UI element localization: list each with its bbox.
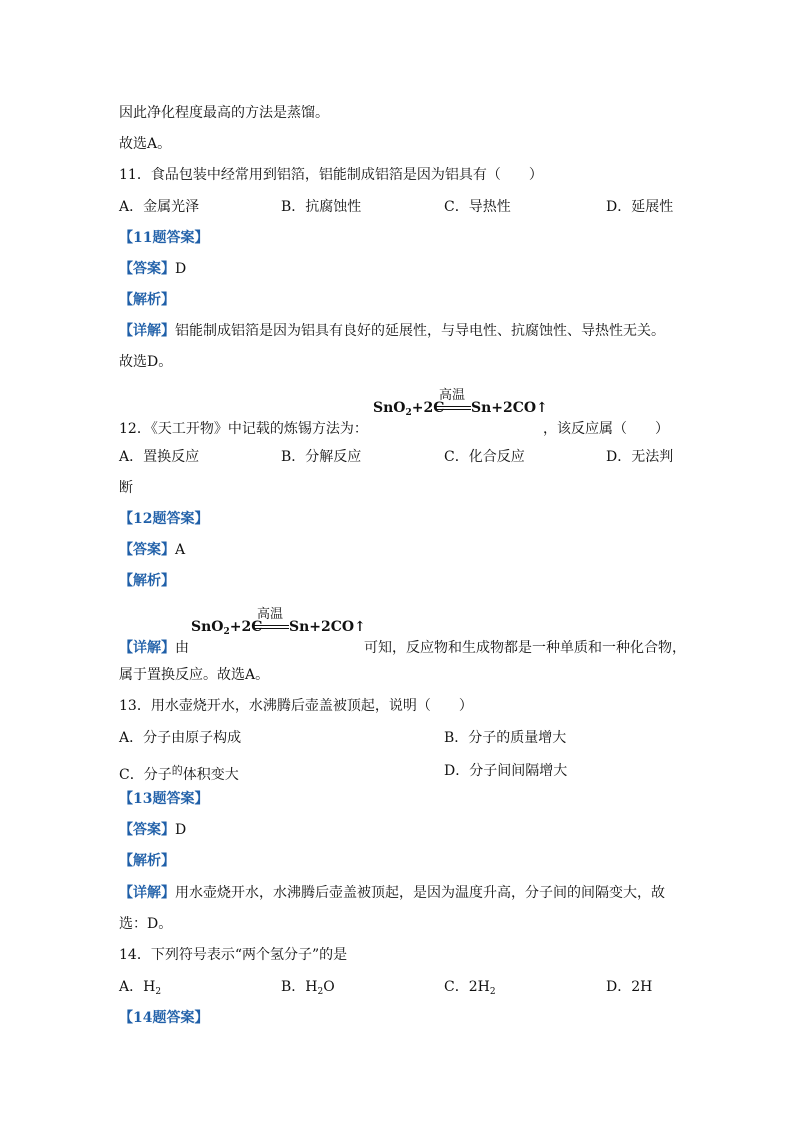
answer-label: 【答案】: [119, 542, 175, 558]
q13-option-c-small: 的: [171, 764, 183, 777]
q13-option-c-rest: 体积变大: [182, 767, 239, 783]
equation-q12: [373, 384, 553, 420]
reaction-condition: 高温: [439, 388, 466, 403]
answer-label: 【答案】: [119, 822, 175, 838]
q14-answer-heading: 【14题答案】: [119, 1010, 209, 1026]
question-11: 11．食品包装中经常用到铝箔，铝能制成铝箔是因为铝具有（ ）: [119, 167, 543, 183]
text-line: 因此净化程度最高的方法是蒸馏。: [119, 105, 329, 121]
q14-b-post: O: [323, 979, 335, 995]
q14-b-text: B．H: [281, 979, 318, 995]
answer-label: 【答案】: [119, 261, 175, 277]
detail-text: 铝能制成铝箔是因为铝具有良好的延展性，与导电性、抗腐蚀性、导热性无关。: [175, 323, 665, 339]
q13-analysis-heading: 【解析】: [119, 853, 175, 869]
q12-answer-heading: 【12题答案】: [119, 511, 209, 527]
q11-selection: 故选D。: [119, 354, 173, 370]
q13-detail: [119, 884, 665, 902]
question-13: 13．用水壶烧开水，水沸腾后壶盖被顶起，说明（ ）: [119, 698, 473, 714]
q13-option-a: A．分子由原子构成: [119, 730, 242, 746]
q12-option-d-wrap: 断: [119, 480, 133, 496]
q12-detail: [119, 639, 189, 657]
question-12-tail: ，该反应属（ ）: [543, 421, 669, 437]
q14-c-sub: 2: [489, 987, 496, 997]
q14-a-sub: 2: [155, 987, 162, 997]
q12-option-d: D．无法判: [606, 449, 674, 465]
q12-detail-2: 属于置换反应。故选A。: [119, 667, 270, 683]
q11-option-a: A．金属光泽: [119, 199, 200, 215]
text-line: 故选A。: [119, 136, 172, 152]
q11-option-d: D．延展性: [606, 199, 674, 215]
eq-left: SnO: [191, 619, 224, 635]
eq-right: Sn+2CO: [289, 619, 355, 635]
eq-left-b: +2C: [229, 619, 263, 635]
q13-detail-2: 选：D。: [119, 916, 173, 932]
answer-value: A: [175, 542, 186, 558]
q14-option-d: D．2H: [606, 979, 653, 995]
q13-option-c-label: C．分子: [119, 767, 172, 783]
q11-detail: [119, 322, 665, 340]
eq-left-sub: 2: [405, 408, 412, 418]
eq-left-sub: 2: [223, 627, 230, 637]
detail-text: 用水壶烧开水，水沸腾后壶盖被顶起，是因为温度升高，分子间的间隔变大，故: [175, 885, 665, 901]
eq-right: Sn+2CO: [471, 400, 537, 416]
q14-option-a: [119, 978, 161, 1001]
gas-arrow: ↑: [354, 619, 366, 635]
q12-answer: [119, 541, 185, 559]
equals-bar: [253, 625, 289, 629]
gas-arrow: ↑: [536, 400, 548, 416]
q14-a-text: A．H: [119, 979, 156, 995]
q13-option-b: B．分子的质量增大: [444, 730, 567, 746]
equation-q12-detail: [191, 603, 371, 639]
equals-bar: [435, 406, 471, 410]
q14-b-sub: 2: [317, 987, 324, 997]
detail-pre: 由: [175, 640, 189, 656]
q13-option-c: [119, 762, 239, 784]
q11-answer: [119, 260, 186, 278]
q12-option-c: C．化合反应: [444, 449, 525, 465]
q13-answer-heading: 【13题答案】: [119, 791, 209, 807]
q14-c-text: C．2H: [444, 979, 490, 995]
q11-option-b: B．抗腐蚀性: [281, 199, 362, 215]
q12-option-b: B．分解反应: [281, 449, 362, 465]
q13-answer: [119, 821, 186, 839]
q11-analysis-heading: 【解析】: [119, 292, 175, 308]
answer-value: D: [175, 261, 187, 277]
detail-label: 【详解】: [119, 885, 175, 901]
question-12: 12．《天工开物》中记载的炼锡方法为：: [119, 421, 368, 437]
q14-option-c: [444, 978, 496, 1001]
question-14: 14．下列符号表示“两个氢分子”的是: [119, 947, 348, 963]
answer-value: D: [175, 822, 187, 838]
q11-option-c: C．导热性: [444, 199, 511, 215]
q11-answer-heading: 【11题答案】: [119, 230, 209, 246]
q12-option-a: A．置换反应: [119, 449, 200, 465]
q13-option-d: D．分子间间隔增大: [444, 763, 568, 779]
eq-left: SnO: [373, 400, 406, 416]
q12-analysis-heading: 【解析】: [119, 573, 175, 589]
reaction-condition: 高温: [257, 607, 284, 622]
detail-label: 【详解】: [119, 323, 175, 339]
detail-label: 【详解】: [119, 640, 175, 656]
q14-option-b: [281, 978, 335, 1001]
q12-detail-text: 可知，反应物和生成物都是一种单质和一种化合物，: [364, 640, 686, 656]
eq-left-b: +2C: [411, 400, 445, 416]
